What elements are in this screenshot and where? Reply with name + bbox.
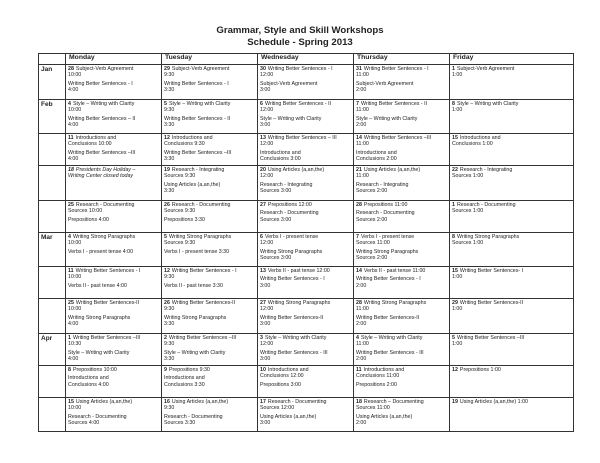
workshop-event-text: Writing Better Sentences - II 12:00 bbox=[260, 101, 332, 114]
workshop-event bbox=[164, 66, 255, 79]
date-number: 27 bbox=[260, 202, 266, 208]
workshop-event bbox=[164, 202, 255, 215]
workshop-event: Prepositions 3:30 bbox=[164, 216, 205, 223]
workshop-event bbox=[260, 335, 351, 348]
date-number: 15 bbox=[452, 268, 458, 274]
schedule-body bbox=[39, 65, 574, 432]
date-number: 15 bbox=[68, 399, 74, 405]
workshop-event-text: Research - Integrating Sources 9:30 bbox=[164, 167, 225, 180]
date-number: 22 bbox=[452, 167, 458, 173]
day-cell-thursday bbox=[354, 166, 450, 201]
workshop-event bbox=[356, 167, 447, 180]
day-cell-monday bbox=[66, 100, 162, 134]
date-number: 8 bbox=[452, 234, 455, 240]
date-number: 4 bbox=[356, 335, 359, 341]
workshop-event bbox=[68, 300, 159, 313]
day-cell-monday bbox=[66, 334, 162, 366]
day-cell-thursday bbox=[354, 334, 450, 366]
workshop-event-text: Introductions and Conclusions 1:00 bbox=[452, 135, 501, 148]
workshop-event: Prepositions 3:00 bbox=[260, 381, 301, 388]
workshop-event bbox=[68, 135, 159, 148]
schedule-row bbox=[39, 299, 574, 334]
workshop-event: Using Articles (a,an,the) 3:00 bbox=[260, 413, 317, 426]
date-number: 10 bbox=[260, 367, 266, 373]
workshop-event bbox=[356, 202, 447, 208]
date-number: 28 bbox=[356, 202, 362, 208]
workshop-event bbox=[68, 268, 159, 281]
month-label bbox=[39, 366, 66, 398]
workshop-event-text: Writing Strong Paragraphs 11:00 bbox=[356, 300, 427, 313]
workshop-event-text: Style – Writing with Clarity 12:00 bbox=[260, 335, 327, 348]
workshop-event: Writing Better Sentences - I 4:00 bbox=[68, 80, 133, 93]
workshop-event-text: Prepositions 11:00 bbox=[363, 202, 408, 208]
workshop-event-text: Verbs II - past tense 11:00 bbox=[363, 268, 426, 274]
workshop-event-text: Style – Writing with Clarity 1:00 bbox=[452, 101, 519, 114]
day-cell-tuesday bbox=[162, 398, 258, 432]
workshop-event bbox=[260, 167, 351, 180]
schedule-row bbox=[39, 100, 574, 134]
date-number: 4 bbox=[68, 101, 71, 107]
day-cell-tuesday bbox=[162, 65, 258, 100]
workshop-event-text: Using Articles (a,an,the) 1:00 bbox=[459, 399, 528, 405]
workshop-event: Writing Strong Paragraphs Sources 3:00 bbox=[260, 248, 323, 261]
workshop-event: Introductions and Conclusions 3:30 bbox=[164, 375, 205, 388]
workshop-event-text: Writing Better Sentences - I 11:00 bbox=[356, 66, 429, 79]
workshop-event-text: Presidents Day Holiday – Writing Center closed today bbox=[68, 167, 136, 180]
day-cell-wednesday bbox=[258, 299, 354, 334]
workshop-event-text: Subject-Verb Agreement 10:00 bbox=[68, 66, 134, 79]
workshop-event: Verbs I - present tense 4:00 bbox=[68, 248, 134, 255]
day-cell-wednesday bbox=[258, 233, 354, 267]
workshop-event: Introductions and Conclusions 2:00 bbox=[356, 149, 397, 162]
workshop-event: Writing Better Sentences-II 2:00 bbox=[356, 314, 420, 327]
workshop-event-text: Prepositions 12:00 bbox=[267, 202, 312, 208]
day-cell-friday bbox=[450, 201, 574, 233]
workshop-event bbox=[356, 135, 447, 148]
day-cell-wednesday bbox=[258, 366, 354, 398]
day-cell-friday bbox=[450, 334, 574, 366]
workshop-event: Writing Better Sentences - I 3:30 bbox=[164, 80, 229, 93]
workshop-event-text: Style – Writing with Clarity 10:00 bbox=[68, 101, 135, 114]
date-number: 7 bbox=[356, 234, 359, 240]
workshop-event-text: Writing Better Sentences-II 9:30 bbox=[164, 300, 236, 313]
workshop-event bbox=[356, 268, 447, 274]
date-number: 11 bbox=[68, 268, 74, 274]
workshop-event: Style – Writing with Clarity 3:30 bbox=[164, 349, 226, 362]
day-cell-tuesday bbox=[162, 166, 258, 201]
date-number: 12 bbox=[164, 268, 170, 274]
workshop-event: Style – Writing with Clarity 3:00 bbox=[260, 115, 322, 128]
workshop-event: Subject-Verb Agreement 3:00 bbox=[260, 80, 318, 93]
workshop-event-text: Writing Better Sentences – III 12:00 bbox=[260, 135, 337, 148]
day-cell-tuesday bbox=[162, 267, 258, 299]
workshop-event-text: Style – Writing with Clarity 9:30 bbox=[164, 101, 231, 114]
month-label bbox=[39, 166, 66, 201]
workshop-event-text: Research - Documenting Sources 1:00 bbox=[452, 202, 516, 215]
day-cell-monday bbox=[66, 267, 162, 299]
workshop-event bbox=[260, 202, 351, 208]
workshop-event bbox=[68, 66, 159, 79]
day-header-tuesday: Tuesday bbox=[162, 54, 258, 65]
workshop-event-text: Verbs I - present tense Sources 11:00 bbox=[356, 234, 415, 247]
workshop-event: Writing Better Sentences –III 4:00 bbox=[68, 149, 136, 162]
workshop-event bbox=[68, 167, 159, 180]
day-cell-wednesday bbox=[258, 334, 354, 366]
workshop-event-text: Style – Writing with Clarity 11:00 bbox=[356, 335, 423, 348]
workshop-event: Verbs I - present tense 3:30 bbox=[164, 248, 230, 255]
date-number: 26 bbox=[164, 300, 170, 306]
schedule-row bbox=[39, 233, 574, 267]
workshop-event: Prepositions 4:00 bbox=[68, 216, 109, 223]
day-cell-friday bbox=[450, 134, 574, 166]
workshop-event-text: Introductions and Conclusions 9:30 bbox=[164, 135, 213, 148]
day-cell-tuesday bbox=[162, 366, 258, 398]
workshop-event bbox=[260, 101, 351, 114]
day-cell-wednesday bbox=[258, 398, 354, 432]
schedule-row bbox=[39, 166, 574, 201]
workshop-event: Introductions and Conclusions 3:00 bbox=[260, 149, 301, 162]
day-cell-friday bbox=[450, 233, 574, 267]
day-cell-thursday bbox=[354, 65, 450, 100]
date-number: 5 bbox=[164, 234, 167, 240]
workshop-event bbox=[260, 300, 351, 313]
schedule-row bbox=[39, 267, 574, 299]
day-cell-tuesday bbox=[162, 134, 258, 166]
month-label: Mar bbox=[39, 233, 66, 267]
workshop-event-text: Subject-Verb Agreement 1:00 bbox=[452, 66, 515, 79]
workshop-event-text: Writing Better Sentences - II 11:00 bbox=[356, 101, 428, 114]
month-label bbox=[39, 267, 66, 299]
day-cell-thursday bbox=[354, 299, 450, 334]
day-header-thursday: Thursday bbox=[354, 54, 450, 65]
workshop-event-text: Writing Better Sentences –III 10:30 bbox=[68, 335, 141, 348]
workshop-event bbox=[260, 234, 351, 247]
day-cell-thursday bbox=[354, 134, 450, 166]
day-cell-friday bbox=[450, 100, 574, 134]
workshop-event-text: Subject-Verb Agreement 9:30 bbox=[164, 66, 230, 79]
day-cell-thursday bbox=[354, 366, 450, 398]
workshop-event bbox=[164, 135, 255, 148]
month-label bbox=[39, 201, 66, 233]
workshop-event-text: Prepositions 10:00 bbox=[72, 367, 117, 373]
workshop-event: Writing Better Sentences – II 4:00 bbox=[68, 115, 136, 128]
schedule-row bbox=[39, 65, 574, 100]
date-number: 12 bbox=[164, 135, 170, 141]
workshop-event bbox=[356, 335, 447, 348]
workshop-event bbox=[260, 135, 351, 148]
date-number: 25 bbox=[68, 300, 74, 306]
day-cell-thursday bbox=[354, 100, 450, 134]
workshop-event bbox=[356, 399, 447, 412]
month-label: Jan bbox=[39, 65, 66, 100]
workshop-event bbox=[164, 167, 255, 180]
date-number: 31 bbox=[356, 66, 362, 72]
day-cell-monday bbox=[66, 366, 162, 398]
workshop-event bbox=[164, 367, 255, 373]
workshop-event: Writing Better Sentences - III 3:00 bbox=[260, 349, 328, 362]
date-number: 29 bbox=[164, 66, 170, 72]
date-number: 27 bbox=[260, 300, 266, 306]
workshop-event bbox=[356, 66, 447, 79]
day-cell-thursday bbox=[354, 233, 450, 267]
schedule-table bbox=[38, 53, 574, 432]
date-number: 18 bbox=[356, 399, 362, 405]
date-number: 16 bbox=[164, 399, 170, 405]
date-number: 29 bbox=[452, 300, 458, 306]
month-label bbox=[39, 398, 66, 432]
date-number: 17 bbox=[260, 399, 266, 405]
workshop-event-text: Writing Strong Paragraphs 12:00 bbox=[260, 300, 331, 313]
date-number: 14 bbox=[356, 135, 362, 141]
day-cell-monday bbox=[66, 166, 162, 201]
workshop-event bbox=[260, 66, 351, 79]
workshop-event bbox=[452, 367, 571, 373]
day-cell-thursday bbox=[354, 398, 450, 432]
day-cell-thursday bbox=[354, 267, 450, 299]
workshop-event-text: Introductions and Conclusions 11:00 bbox=[356, 367, 405, 380]
header-row bbox=[39, 54, 574, 65]
date-number: 28 bbox=[356, 300, 362, 306]
workshop-event bbox=[452, 66, 571, 79]
workshop-event: Using Articles (a,an,the) 2:00 bbox=[356, 413, 413, 426]
workshop-event-text: Writing Better Sentences - I 10:00 bbox=[68, 268, 141, 281]
workshop-event bbox=[356, 234, 447, 247]
workshop-event-text: Research - Documenting Sources 9:30 bbox=[164, 202, 231, 215]
date-number: 2 bbox=[164, 335, 167, 341]
workshop-event: Writing Better Sentences-II 3:00 bbox=[260, 314, 324, 327]
day-cell-monday bbox=[66, 65, 162, 100]
workshop-event: Writing Strong Paragraphs Sources 2:00 bbox=[356, 248, 419, 261]
day-cell-wednesday bbox=[258, 201, 354, 233]
month-label: Apr bbox=[39, 334, 66, 366]
date-number: 1 bbox=[452, 66, 455, 72]
workshop-event bbox=[260, 367, 351, 380]
workshop-event: Writing Strong Paragraphs 4:00 bbox=[68, 314, 131, 327]
workshop-event: Writing Better Sentences –III 3:30 bbox=[164, 149, 232, 162]
workshop-event bbox=[356, 101, 447, 114]
workshop-event: Style – Writing with Clarity 4:00 bbox=[68, 349, 130, 362]
workshop-event-text: Writing Better Sentences-II 1:00 bbox=[452, 300, 524, 313]
date-number: 25 bbox=[68, 202, 74, 208]
workshop-event bbox=[68, 399, 159, 412]
workshop-event-text: Writing Better Sentences- I 1:00 bbox=[452, 268, 524, 281]
date-number: 26 bbox=[164, 202, 170, 208]
day-cell-tuesday bbox=[162, 334, 258, 366]
workshop-event-text: Writing Strong Paragraphs 10:00 bbox=[68, 234, 136, 247]
workshop-event bbox=[164, 399, 255, 412]
schedule-row bbox=[39, 134, 574, 166]
day-cell-friday bbox=[450, 366, 574, 398]
workshop-event: Writing Better Sentences - II 3:30 bbox=[164, 115, 231, 128]
workshop-event bbox=[452, 202, 571, 215]
workshop-event bbox=[164, 234, 255, 247]
schedule-row bbox=[39, 334, 574, 366]
workshop-event: Using Articles (a,an,the) 3:30 bbox=[164, 181, 221, 194]
date-number: 19 bbox=[164, 167, 170, 173]
workshop-event-text: Using Articles (a,an,the) 10:00 bbox=[68, 399, 133, 412]
workshop-event bbox=[68, 234, 159, 247]
day-cell-wednesday bbox=[258, 134, 354, 166]
date-number: 15 bbox=[452, 135, 458, 141]
day-cell-monday bbox=[66, 299, 162, 334]
workshop-event-text: Writing Strong Paragraphs Sources 1:00 bbox=[452, 234, 520, 247]
workshop-event-text: Writing Better Sentences - I 12:00 bbox=[260, 66, 333, 79]
day-cell-tuesday bbox=[162, 201, 258, 233]
workshop-event-text: Prepositions 1:00 bbox=[459, 367, 501, 373]
workshop-event bbox=[452, 234, 571, 247]
date-number: 20 bbox=[260, 167, 266, 173]
workshop-event bbox=[68, 335, 159, 348]
workshop-event-text: Introductions and Conclusions 10:00 bbox=[68, 135, 117, 148]
day-header-monday: Monday bbox=[66, 54, 162, 65]
day-cell-wednesday bbox=[258, 267, 354, 299]
workshop-event bbox=[260, 399, 351, 412]
workshop-event-text: Writing Better Sentences –III 1:00 bbox=[452, 335, 525, 348]
workshop-event-text: Research – Documenting Sources 11:00 bbox=[356, 399, 424, 412]
workshop-event-text: Writing Better Sentences –III 9:30 bbox=[164, 335, 237, 348]
workshop-event bbox=[452, 335, 571, 348]
workshop-event bbox=[260, 268, 351, 274]
day-cell-friday bbox=[450, 267, 574, 299]
workshop-event bbox=[164, 335, 255, 348]
date-number: 18 bbox=[68, 167, 74, 173]
workshop-event bbox=[452, 135, 571, 148]
workshop-event: Research - Documenting Sources 3:30 bbox=[164, 413, 223, 426]
date-number: 8 bbox=[452, 101, 455, 107]
workshop-event-text: Prepositions 9:30 bbox=[168, 367, 210, 373]
workshop-event bbox=[356, 300, 447, 313]
workshop-event bbox=[68, 202, 159, 215]
day-cell-monday bbox=[66, 134, 162, 166]
day-cell-wednesday bbox=[258, 166, 354, 201]
date-number: 30 bbox=[260, 66, 266, 72]
date-number: 19 bbox=[452, 399, 458, 405]
day-cell-monday bbox=[66, 398, 162, 432]
workshop-event-text: Verbs II - past tense 12:00 bbox=[267, 268, 330, 274]
date-number: 1 bbox=[452, 202, 455, 208]
workshop-event: Writing Better Sentences - III 2:00 bbox=[356, 349, 424, 362]
workshop-event-text: Research - Integrating Sources 1:00 bbox=[452, 167, 513, 180]
month-label: Feb bbox=[39, 100, 66, 134]
date-number: 8 bbox=[68, 367, 71, 373]
workshop-event: Subject-Verb Agreement 2:00 bbox=[356, 80, 414, 93]
workshop-event: Style – Writing with Clarity 2:00 bbox=[356, 115, 418, 128]
workshop-event-text: Using Articles (a,an,the) 11:00 bbox=[356, 167, 421, 180]
workshop-event-text: Using Articles (a,an,the) 12:00 bbox=[260, 167, 325, 180]
page-subtitle: Schedule - Spring 2013 bbox=[247, 37, 353, 48]
month-label bbox=[39, 299, 66, 334]
workshop-event bbox=[452, 399, 571, 405]
workshop-event: Prepositions 2:00 bbox=[356, 381, 397, 388]
date-number: 11 bbox=[356, 367, 362, 373]
date-number: 21 bbox=[356, 167, 362, 173]
date-number: 14 bbox=[356, 268, 362, 274]
workshop-event-text: Research - Documenting Sources 12:00 bbox=[260, 399, 327, 412]
workshop-event-text: Writing Better Sentences –III 11:00 bbox=[356, 135, 432, 148]
date-number: 13 bbox=[260, 135, 266, 141]
workshop-event: Research - Integrating Sources 3:00 bbox=[260, 181, 313, 194]
date-number: 12 bbox=[452, 367, 458, 373]
schedule-row bbox=[39, 398, 574, 432]
date-number: 5 bbox=[164, 101, 167, 107]
page-title: Grammar, Style and Skill Workshops bbox=[216, 25, 384, 36]
day-cell-thursday bbox=[354, 201, 450, 233]
schedule-row bbox=[39, 201, 574, 233]
month-label bbox=[39, 134, 66, 166]
day-cell-tuesday bbox=[162, 100, 258, 134]
day-cell-friday bbox=[450, 166, 574, 201]
workshop-event: Writing Better Sentences - I 2:00 bbox=[356, 276, 421, 289]
workshop-event: Research - Documenting Sources 2:00 bbox=[356, 210, 415, 223]
month-header-cell bbox=[39, 54, 66, 65]
date-number: 4 bbox=[68, 234, 71, 240]
date-number: 9 bbox=[164, 367, 167, 373]
workshop-event: Introductions and Conclusions 4:00 bbox=[68, 375, 109, 388]
day-header-wednesday: Wednesday bbox=[258, 54, 354, 65]
date-number: 28 bbox=[68, 66, 74, 72]
workshop-event-text: Using Articles (a,an,the) 9:30 bbox=[164, 399, 229, 412]
workshop-event: Writing Better Sentences - I 3:00 bbox=[260, 276, 325, 289]
workshop-event bbox=[68, 101, 159, 114]
workshop-event-text: Writing Better Sentences-II 10:00 bbox=[68, 300, 140, 313]
date-number: 7 bbox=[356, 101, 359, 107]
day-cell-tuesday bbox=[162, 299, 258, 334]
workshop-event: Verbs II - past tense 3:30 bbox=[164, 282, 223, 289]
workshop-event bbox=[356, 367, 447, 380]
day-header-friday: Friday bbox=[450, 54, 574, 65]
workshop-event bbox=[164, 300, 255, 313]
workshop-event: Research - Documenting Sources 3:00 bbox=[260, 210, 319, 223]
date-number: 11 bbox=[68, 135, 74, 141]
day-cell-monday bbox=[66, 201, 162, 233]
date-number: 6 bbox=[260, 234, 263, 240]
date-number: 3 bbox=[260, 335, 263, 341]
day-cell-wednesday bbox=[258, 65, 354, 100]
workshop-event bbox=[452, 167, 571, 180]
day-cell-tuesday bbox=[162, 233, 258, 267]
workshop-event: Research - Integrating Sources 2:00 bbox=[356, 181, 409, 194]
day-cell-friday bbox=[450, 65, 574, 100]
date-number: 1 bbox=[68, 335, 71, 341]
workshop-event-text: Research - Documenting Sources 10:00 bbox=[68, 202, 135, 215]
workshop-event: Verbs II - past tense 4:00 bbox=[68, 282, 127, 289]
day-cell-friday bbox=[450, 299, 574, 334]
schedule-row bbox=[39, 366, 574, 398]
day-cell-wednesday bbox=[258, 100, 354, 134]
workshop-event: Writing Strong Paragraphs 3:30 bbox=[164, 314, 227, 327]
workshop-event: Research - Documenting Sources 4:00 bbox=[68, 413, 127, 426]
workshop-event bbox=[164, 101, 255, 114]
workshop-event bbox=[68, 367, 159, 373]
workshop-event bbox=[452, 268, 571, 281]
date-number: 13 bbox=[260, 268, 266, 274]
workshop-event-text: Introductions and Conclusions 12:00 bbox=[260, 367, 309, 380]
workshop-event-text: Writing Strong Paragraphs Sources 9:30 bbox=[164, 234, 232, 247]
workshop-event-text: Writing Better Sentences - I 9:30 bbox=[164, 268, 237, 281]
day-cell-monday bbox=[66, 233, 162, 267]
date-number: 5 bbox=[452, 335, 455, 341]
workshop-event-text: Verbs I - present tense 12:00 bbox=[260, 234, 319, 247]
workshop-event bbox=[164, 268, 255, 281]
date-number: 6 bbox=[260, 101, 263, 107]
workshop-event bbox=[452, 101, 571, 114]
day-cell-friday bbox=[450, 398, 574, 432]
workshop-event bbox=[452, 300, 571, 313]
